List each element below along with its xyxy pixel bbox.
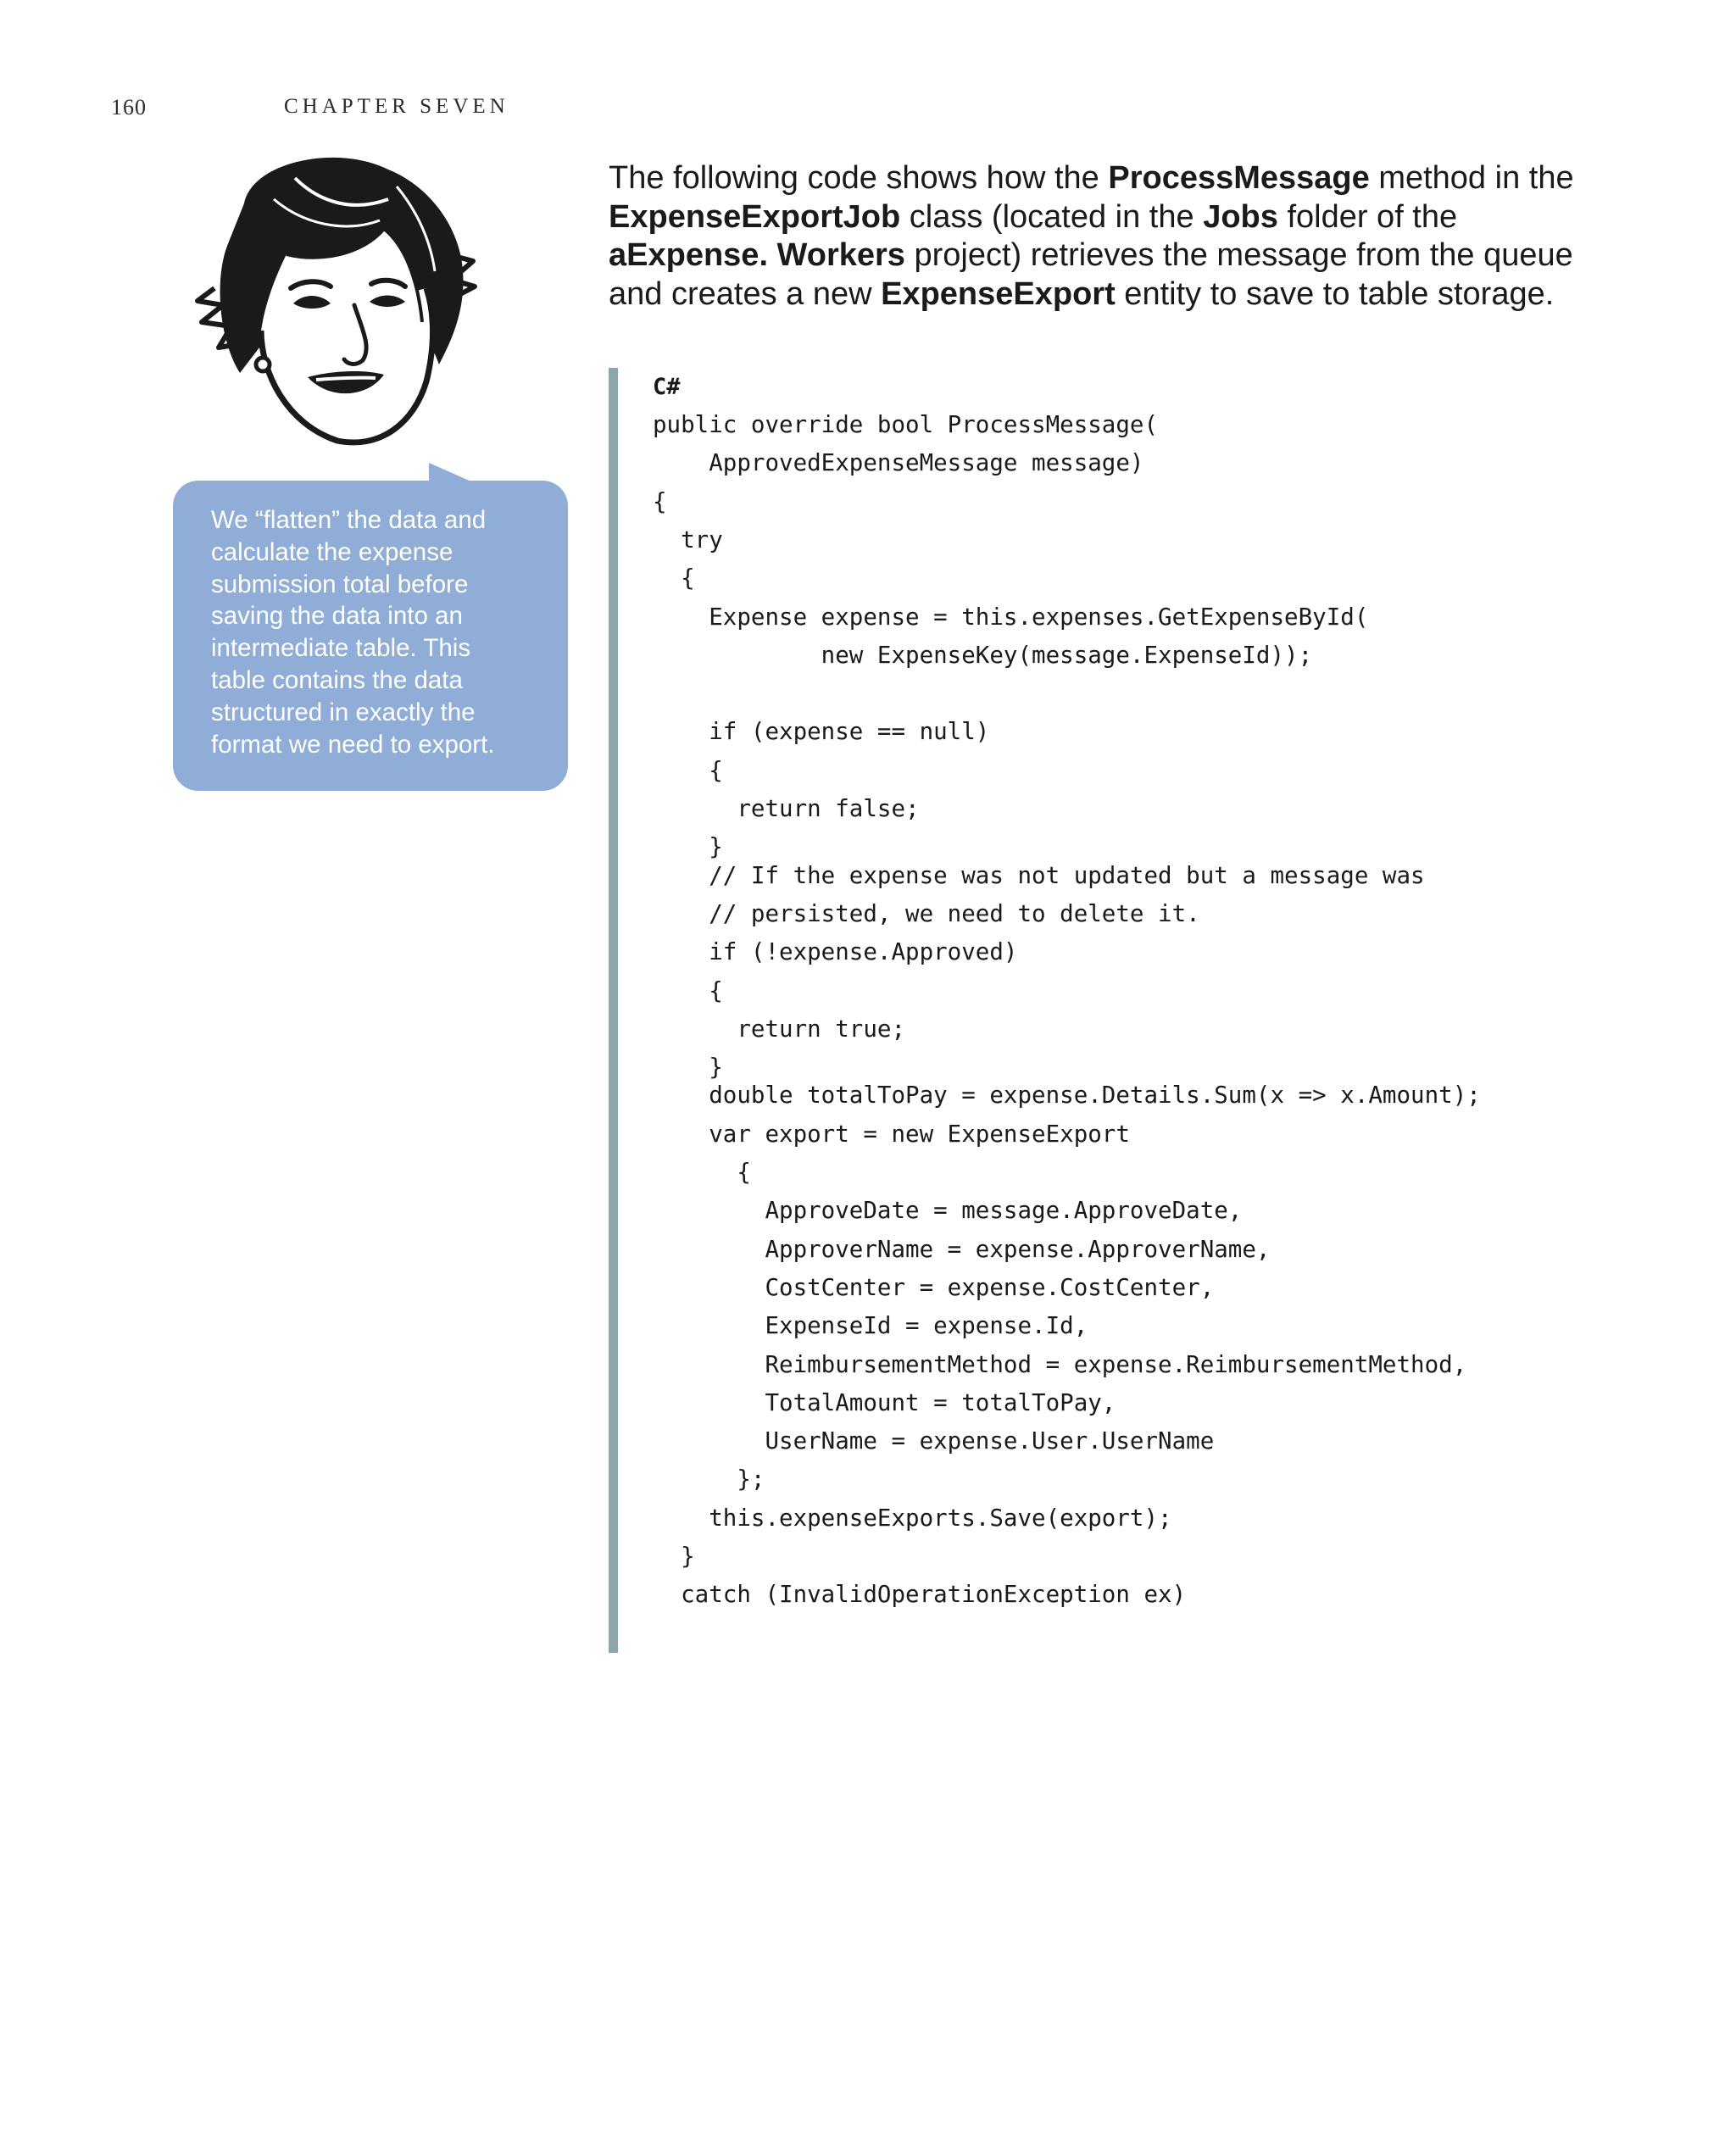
- page-number: 160: [111, 95, 147, 120]
- intro-bold: ExpenseExportJob: [609, 198, 901, 235]
- code-line: {: [653, 1159, 751, 1186]
- code-line: catch (InvalidOperationException ex): [653, 1581, 1187, 1609]
- callout-line: format we need to export.: [211, 730, 495, 759]
- code-line: ApprovedExpenseMessage message): [653, 449, 1144, 477]
- code-line: }: [653, 833, 723, 861]
- callout-line: submission total before: [211, 570, 469, 598]
- callout-tail: [429, 463, 471, 481]
- code-line: CostCenter = expense.CostCenter,: [653, 1273, 1215, 1301]
- code-line: // If the expense was not updated but a message was: [653, 861, 1425, 889]
- intro-text: folder of the: [1277, 198, 1458, 235]
- code-line: }: [653, 1054, 723, 1082]
- intro-paragraph: [609, 159, 1583, 314]
- intro-text: project) retrieves the message from the queue and creates a new: [609, 237, 1573, 312]
- callout-bubble: [173, 481, 568, 791]
- code-line: return false;: [653, 795, 920, 822]
- chapter-title: CHAPTER SEVEN: [284, 95, 509, 118]
- code-line: ReimbursementMethod = expense.ReimbursementMethod,: [653, 1350, 1467, 1378]
- intro-bold: aExpense. Workers: [609, 237, 905, 273]
- code-line: {: [653, 565, 695, 592]
- callout-line: We “flatten” the data and: [211, 506, 487, 534]
- callout-line: structured in exactly the: [211, 698, 476, 726]
- callout-line: saving the data into an: [211, 602, 463, 631]
- intro-bold: Jobs: [1203, 198, 1278, 235]
- code-line: // persisted, we need to delete it.: [653, 899, 1200, 927]
- code-line: try: [653, 526, 723, 553]
- woman-portrait-icon: [193, 153, 481, 458]
- code-line: };: [653, 1466, 765, 1494]
- code-line: TotalAmount = totalToPay,: [653, 1388, 1116, 1416]
- code-line: ApproveDate = message.ApproveDate,: [653, 1197, 1243, 1225]
- code-line: {: [653, 487, 667, 515]
- code-language-label: C#: [653, 374, 681, 400]
- code-line: this.expenseExports.Save(export);: [653, 1504, 1172, 1532]
- code-line: if (expense == null): [653, 718, 990, 746]
- code-line: double totalToPay = expense.Details.Sum(x => x.Amount);: [653, 1082, 1481, 1110]
- callout-line: table contains the data: [211, 665, 463, 694]
- code-line: return true;: [653, 1015, 906, 1043]
- code-line: ExpenseId = expense.Id,: [653, 1312, 1088, 1340]
- code-line: }: [653, 1543, 695, 1570]
- code-block: [609, 368, 1668, 1653]
- code-line: {: [653, 756, 723, 784]
- code-line: if (!expense.Approved): [653, 938, 1018, 966]
- code-line: Expense expense = this.expenses.GetExpenseById(: [653, 603, 1369, 631]
- intro-text: method in the: [1369, 160, 1574, 196]
- intro-text: entity to save to table storage.: [1115, 275, 1555, 312]
- code-line: public override bool ProcessMessage(: [653, 411, 1159, 438]
- code-line: ApproverName = expense.ApproverName,: [653, 1235, 1271, 1263]
- code-line: {: [653, 976, 723, 1004]
- intro-text: The following code shows how the: [609, 160, 1109, 196]
- intro-text: class (located in the: [900, 198, 1204, 235]
- callout-text: [211, 504, 542, 760]
- code-line: UserName = expense.User.UserName: [653, 1427, 1215, 1455]
- code-line: var export = new ExpenseExport: [653, 1120, 1130, 1148]
- code-line: new ExpenseKey(message.ExpenseId));: [653, 641, 1313, 669]
- intro-bold: ProcessMessage: [1108, 160, 1370, 196]
- intro-bold: ExpenseExport: [881, 275, 1116, 312]
- callout-line: calculate the expense: [211, 537, 453, 566]
- callout-line: intermediate table. This: [211, 634, 471, 663]
